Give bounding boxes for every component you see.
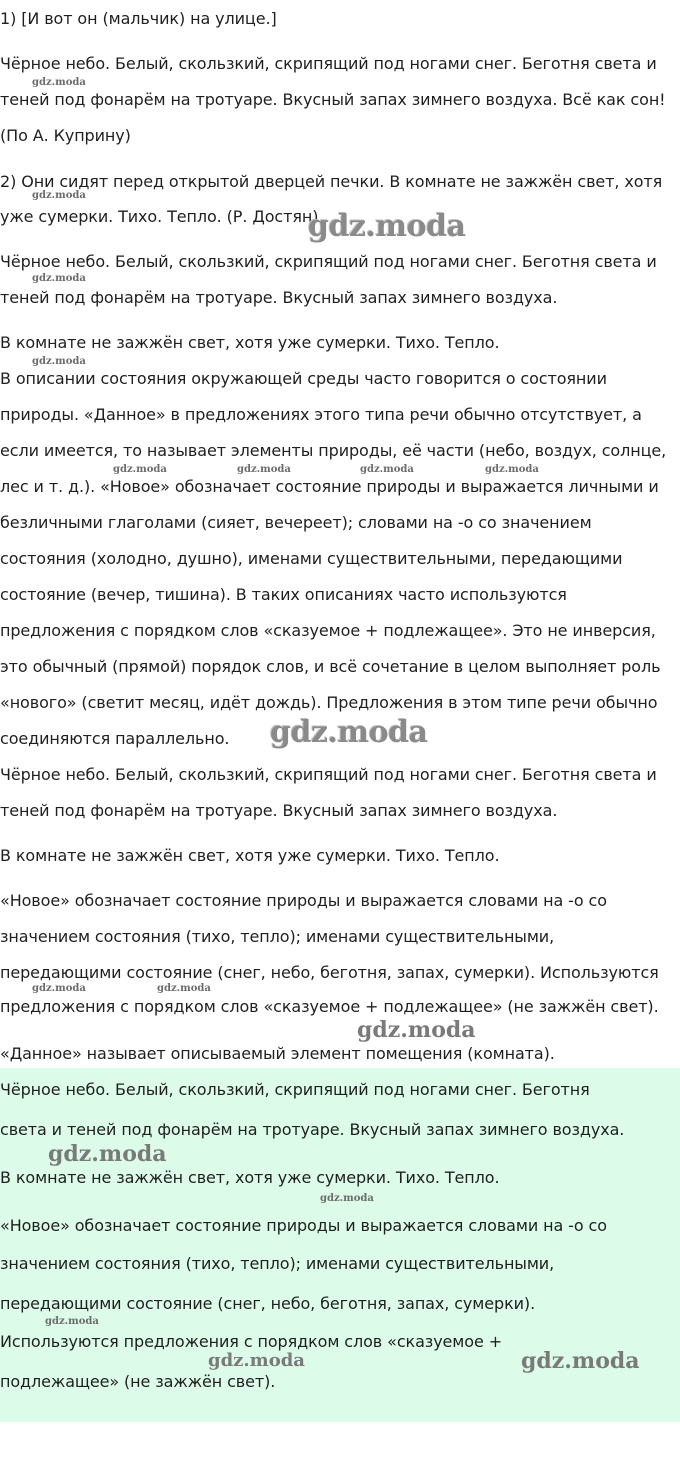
- watermark: gdz.moda: [308, 209, 466, 244]
- watermark: gdz.moda: [521, 1348, 640, 1374]
- text-line: теней под фонарём на тротуаре. Вкусный запах зимнего воздуха.: [0, 288, 558, 307]
- text-line: это обычный (прямой) порядок слов, и всё сочетание в целом выполняет роль: [0, 657, 661, 676]
- answer-line: Используются предложения с порядком слов «сказуемое +: [0, 1332, 502, 1351]
- watermark: gdz.moda: [48, 1141, 167, 1167]
- answer-line: В комнате не зажжён свет, хотя уже сумерки. Тихо. Тепло.: [0, 1168, 500, 1187]
- answer-line: значением состояния (тихо, тепло); именами существительными,: [0, 1254, 555, 1273]
- watermark: gdz.moda: [270, 715, 428, 750]
- text-line: В комнате не зажжён свет, хотя уже сумерки. Тихо. Тепло.: [0, 846, 500, 865]
- watermark: gdz.moda: [320, 1193, 374, 1204]
- text-line: уже сумерки. Тихо. Тепло. (Р. Достян): [0, 207, 319, 226]
- answer-line: света и теней под фонарём на тротуаре. Вкусный запах зимнего воздуха.: [0, 1120, 625, 1139]
- answer-line: подлежащее» (не зажжён свет).: [0, 1372, 276, 1391]
- text-line: «Данное» называет описываемый элемент помещения (комната).: [0, 1044, 555, 1063]
- text-line: лес и т. д.). «Новое» обозначает состояние природы и выражается личными и: [0, 477, 659, 496]
- answer-line: «Новое» обозначает состояние природы и выражается словами на -о со: [0, 1216, 607, 1235]
- text-line: «нового» (светит месяц, идёт дождь). Предложения в этом типе речи обычно: [0, 693, 658, 712]
- text-line: если имеется, то называет элементы природы, её части (небо, воздух, солнце,: [0, 441, 667, 460]
- watermark: gdz.moda: [32, 983, 86, 994]
- watermark: gdz.moda: [357, 1017, 476, 1043]
- watermark: gdz.moda: [360, 464, 414, 475]
- text-line: «Новое» обозначает состояние природы и выражается словами на -о со: [0, 891, 607, 910]
- watermark: gdz.moda: [32, 190, 86, 201]
- text-line: В описании состояния окружающей среды часто говорится о состоянии: [0, 369, 607, 388]
- text-line: теней под фонарём на тротуаре. Вкусный запах зимнего воздуха. Всё как сон!: [0, 90, 666, 109]
- text-line: Чёрное небо. Белый, скользкий, скрипящий под ногами снег. Беготня света и: [0, 252, 657, 271]
- watermark: gdz.moda: [237, 464, 291, 475]
- answer-line: передающими состояние (снег, небо, беготня, запах, сумерки).: [0, 1294, 536, 1313]
- text-line: Чёрное небо. Белый, скользкий, скрипящий под ногами снег. Беготня света и: [0, 54, 657, 73]
- text-line: 2) Они сидят перед открытой дверцей печки. В комнате не зажжён свет, хотя: [0, 172, 663, 191]
- text-line: теней под фонарём на тротуаре. Вкусный запах зимнего воздуха.: [0, 801, 558, 820]
- watermark: gdz.moda: [32, 77, 86, 88]
- text-line: природы. «Данное» в предложениях этого типа речи обычно отсутствует, а: [0, 405, 642, 424]
- text-line: 1) [И вот он (мальчик) на улице.]: [0, 9, 277, 28]
- watermark: gdz.moda: [157, 983, 211, 994]
- text-line: предложения с порядком слов «сказуемое + подлежащее» (не зажжён свет).: [0, 997, 659, 1016]
- answer-line: Чёрное небо. Белый, скользкий, скрипящий под ногами снег. Беготня: [0, 1080, 590, 1099]
- watermark: gdz.moda: [45, 1316, 99, 1327]
- watermark: gdz.moda: [32, 273, 86, 284]
- watermark: gdz.moda: [485, 464, 539, 475]
- text-line: соединяются параллельно.: [0, 729, 230, 748]
- text-line: Чёрное небо. Белый, скользкий, скрипящий под ногами снег. Беготня света и: [0, 765, 657, 784]
- text-line: В комнате не зажжён свет, хотя уже сумерки. Тихо. Тепло.: [0, 333, 500, 352]
- text-line: передающими состояние (снег, небо, беготня, запах, сумерки). Используются: [0, 963, 659, 982]
- text-line: состояние (вечер, тишина). В таких описаниях часто используются: [0, 585, 567, 604]
- text-line: значением состояния (тихо, тепло); именами существительными,: [0, 927, 555, 946]
- watermark: gdz.moda: [208, 1350, 305, 1371]
- watermark: gdz.moda: [113, 464, 167, 475]
- text-line: состояния (холодно, душно), именами существительными, передающими: [0, 549, 623, 568]
- text-line: предложения с порядком слов «сказуемое + подлежащее». Это не инверсия,: [0, 621, 656, 640]
- text-line: (По А. Куприну): [0, 126, 131, 145]
- text-line: безличными глаголами (сияет, вечереет); словами на -о со значением: [0, 513, 592, 532]
- watermark: gdz.moda: [32, 356, 86, 367]
